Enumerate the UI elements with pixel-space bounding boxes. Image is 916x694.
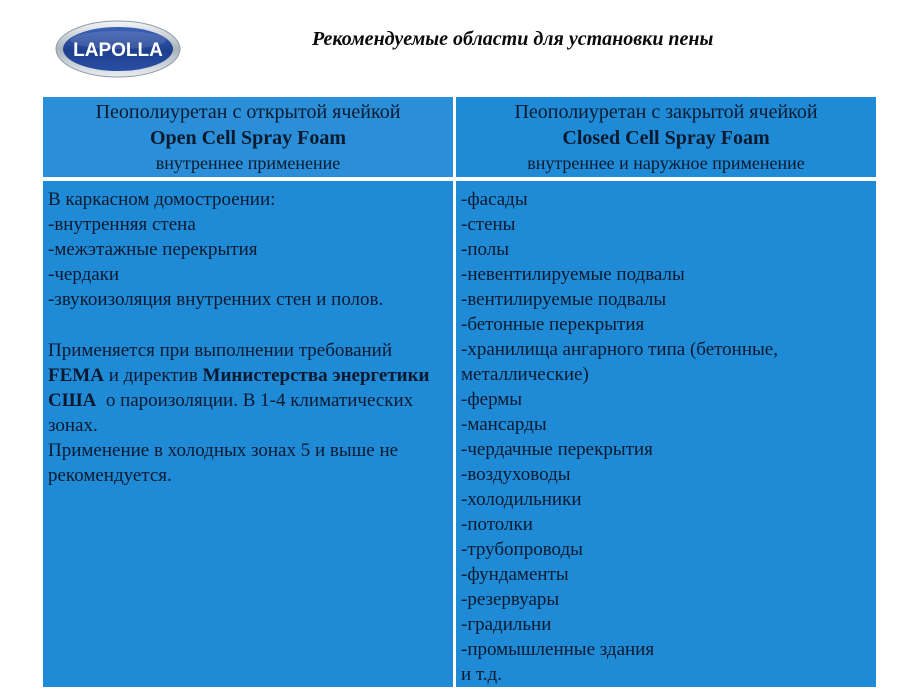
open-cell-list-intro: В каркасном домостроении: <box>48 189 276 210</box>
list-item: -воздуховоды <box>461 464 571 485</box>
logo-text: LAPOLLA <box>73 40 163 61</box>
closed-cell-header-ru: Пеополиуретан с закрытой ячейкой <box>514 101 818 123</box>
list-item: -фундаменты <box>461 564 569 585</box>
closed-cell-header <box>456 97 876 177</box>
list-item: и т.д. <box>461 664 502 685</box>
list-item: -фермы <box>461 389 523 410</box>
closed-cell-body <box>456 181 876 687</box>
list-item: -трубопроводы <box>461 539 583 560</box>
closed-cell-header-en: Closed Cell Spray Foam <box>562 127 770 149</box>
closed-cell-usage: внутреннее и наружное применение <box>527 153 805 173</box>
list-item: -звукоизоляция внутренних стен и полов. <box>48 289 384 310</box>
list-item: -чердаки <box>48 264 120 285</box>
open-cell-usage: внутреннее применение <box>155 153 341 173</box>
ministry-text: Министерства энергетики США <box>48 365 430 411</box>
list-item: металлические) <box>461 364 589 385</box>
open-cell-header-ru: Пеополиуретан с открытой ячейкой <box>95 101 401 123</box>
list-item: -бетонные перекрытия <box>461 314 645 335</box>
list-item: -вентилируемые подвалы <box>461 289 667 310</box>
list-item: -межэтажные перекрытия <box>48 239 258 260</box>
open-cell-note-cold-zones: Применение в холодных зонах 5 и выше не рекомендуется. <box>48 440 399 486</box>
list-item: -потолки <box>461 514 533 535</box>
list-item: -градильни <box>461 614 552 635</box>
list-item: -фасады <box>461 189 528 210</box>
open-cell-body <box>43 181 453 687</box>
list-item: -полы <box>461 239 509 260</box>
note-text: о пароизоляции. В 1-4 климатических зонах. <box>48 390 414 436</box>
lapolla-logo <box>55 20 181 78</box>
open-cell-header <box>43 97 453 177</box>
page-title: Рекомендуемые области для установки пены <box>312 28 714 50</box>
foam-comparison-table <box>43 97 876 687</box>
list-item: -хранилища ангарного типа (бетонные, <box>461 339 778 360</box>
note-text: и директив <box>108 365 198 386</box>
note-text: Применяется при выполнении требований <box>48 340 393 361</box>
list-item: -стены <box>461 214 516 235</box>
open-cell-note-requirements <box>48 338 447 438</box>
fema-text: FEMA <box>48 365 104 386</box>
list-item: -невентилируемые подвалы <box>461 264 685 285</box>
open-cell-header-en: Open Cell Spray Foam <box>149 127 347 149</box>
list-item: -промышленные здания <box>461 639 655 660</box>
list-item: -мансарды <box>461 414 547 435</box>
list-item: -резервуары <box>461 589 560 610</box>
list-item: -чердачные перекрытия <box>461 439 653 460</box>
list-item: -холодильники <box>461 489 582 510</box>
list-item: -внутренняя стена <box>48 214 196 235</box>
